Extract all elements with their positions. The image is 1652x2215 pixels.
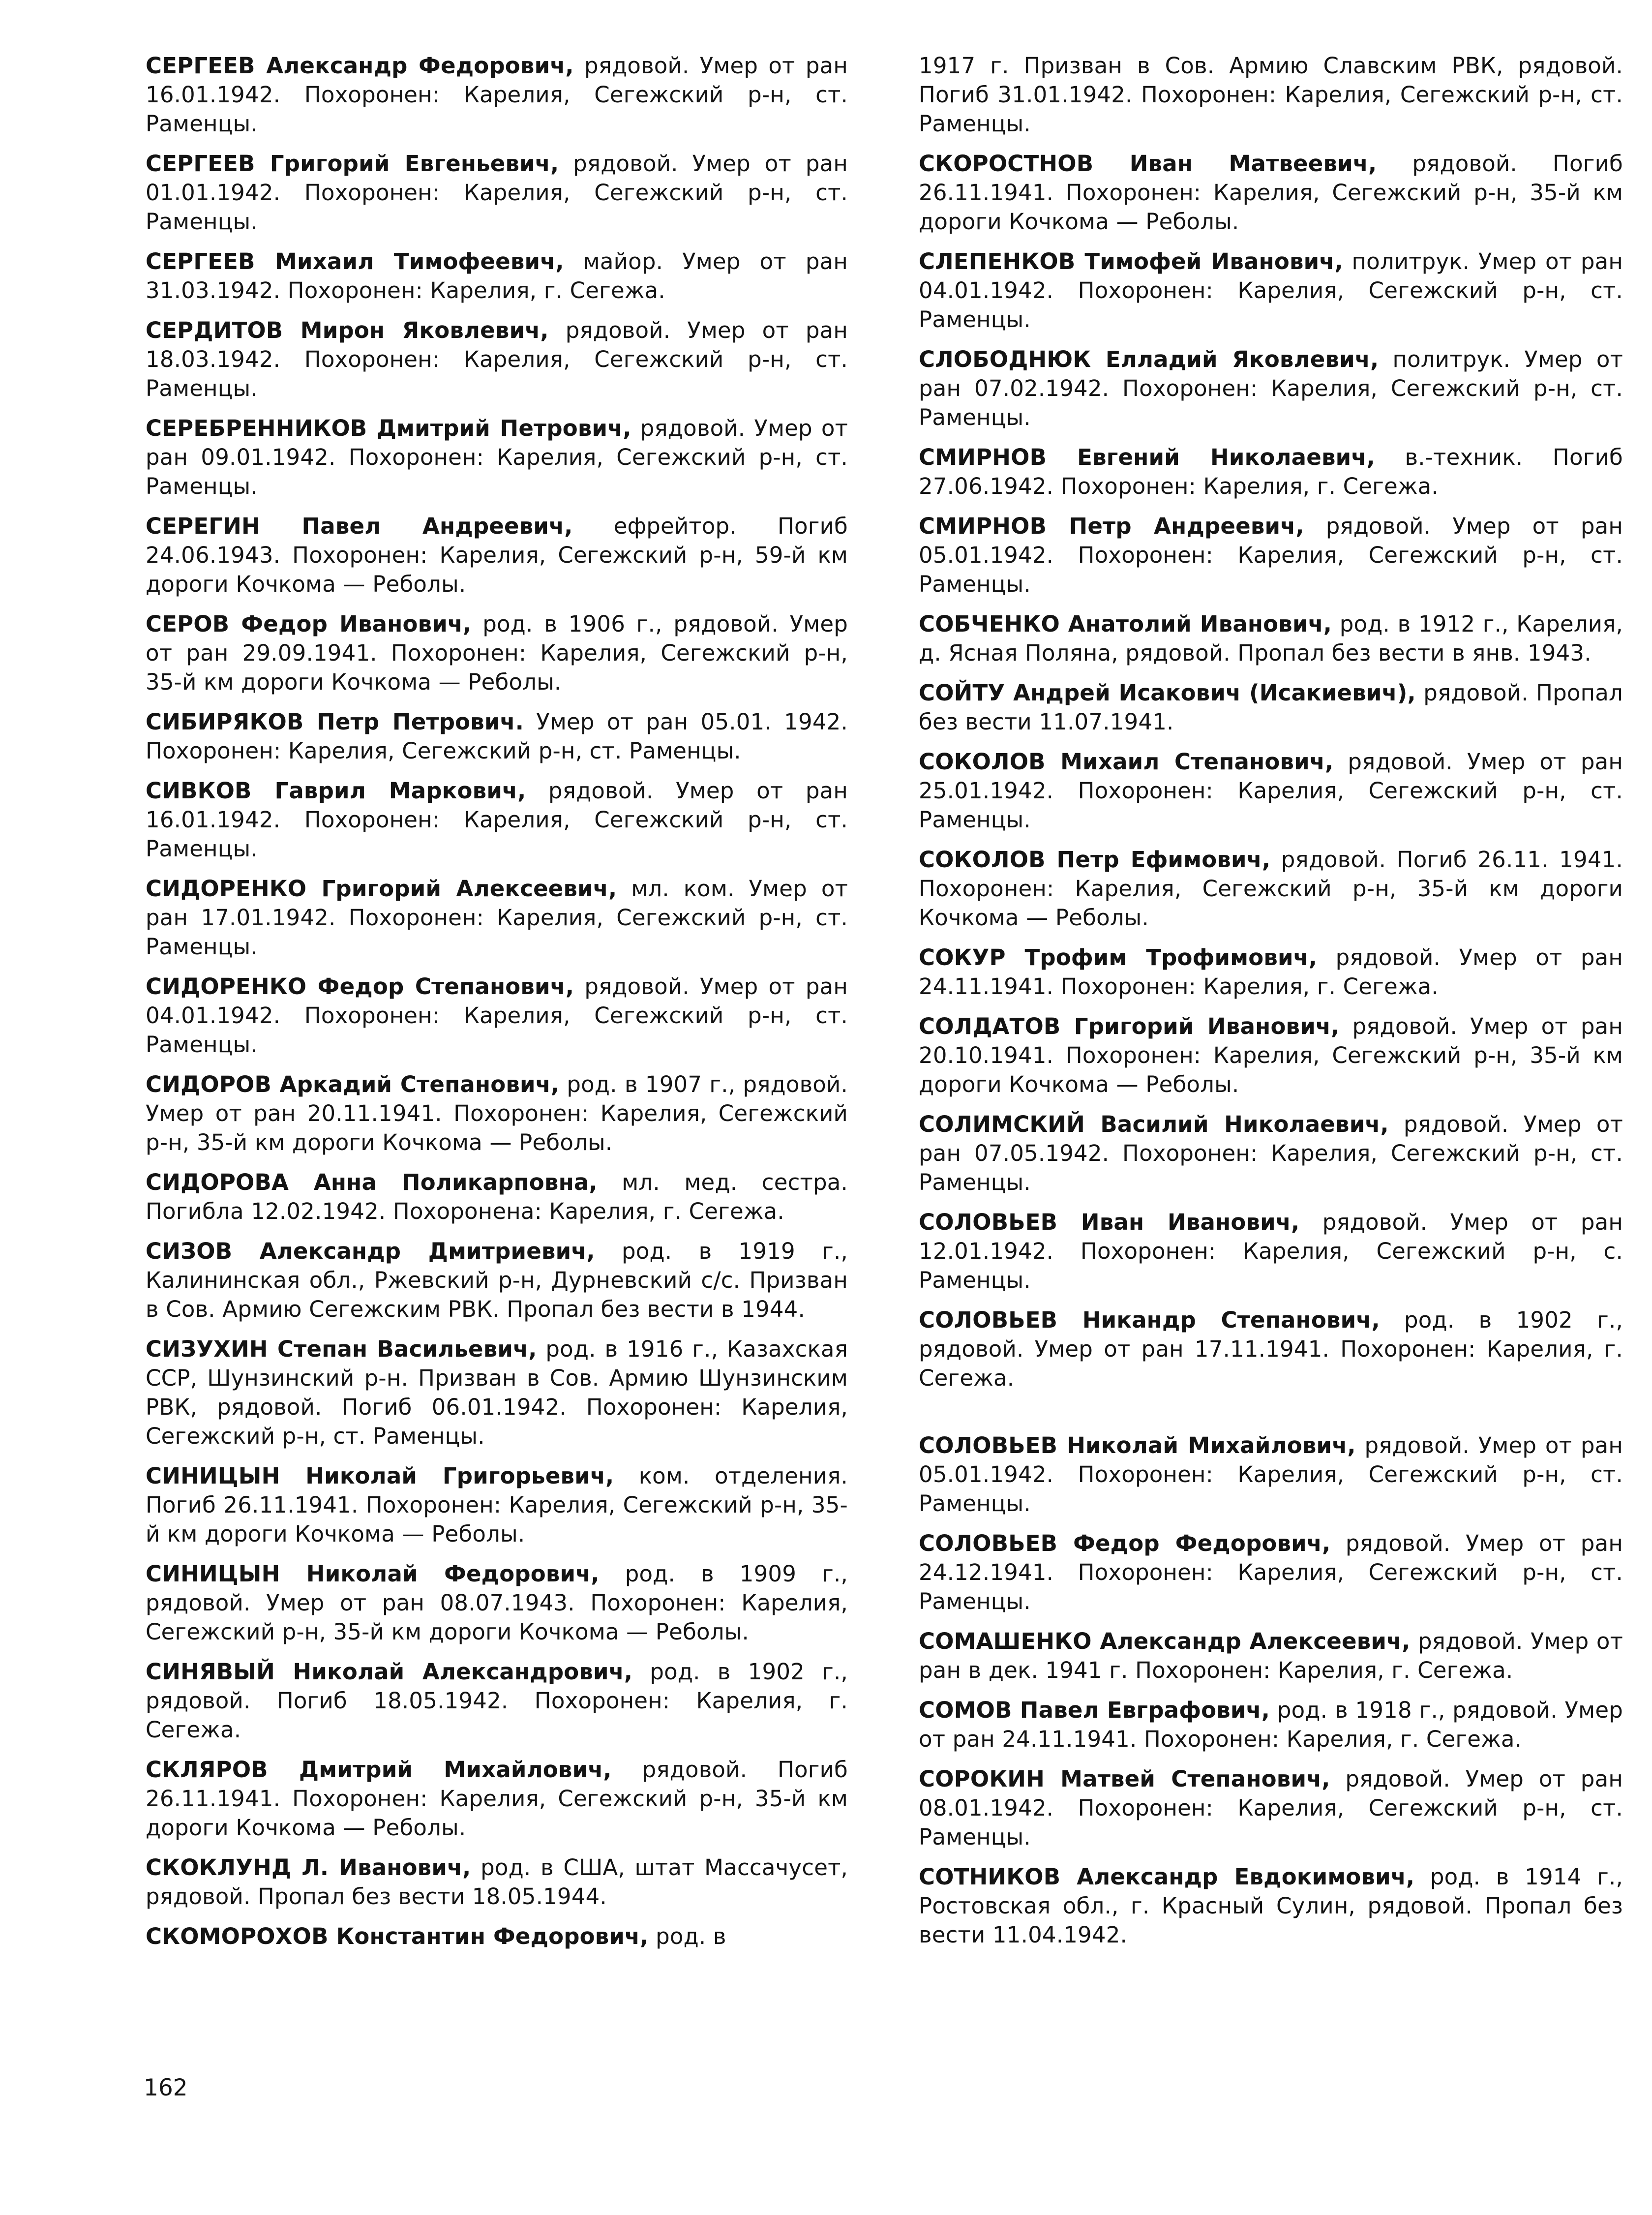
entry [146,316,848,403]
entry [146,1070,848,1157]
entry [919,1696,1623,1754]
entry-text: рядовой. Умер от ран 16.01.1942. Похоронен: Карелия, Сегежский р-н, ст. Раменцы. [146,778,848,862]
entry [146,874,848,961]
entry-text: ком. отделения. Погиб 26.11.1941. Похоронен: Карелия, Сегежский р-н, 35-й км дороги Кочкома — Реболы. [146,1463,848,1547]
entry-text: род. в 1912 г., Карелия, д. Ясная Поляна, рядовой. Пропал без вести в янв. 1943. [919,611,1623,666]
entry-text: рядовой. Умер от ран 07.05.1942. Похоронен: Карелия, Сегежский р-н, ст. Раменцы. [919,1111,1623,1195]
entry-text: рядовой. Умер от ран 20.10.1941. Похоронен: Карелия, Сегежский р-н, 35-й км дороги Кочкома — Реболы. [919,1013,1623,1097]
entry [919,845,1623,932]
entry-text: рядовой. Умер от ран 18.03.1942. Похоронен: Карелия, Сегежский р-н, ст. Раменцы. [146,317,848,401]
entry [146,1559,848,1646]
entry-text: род. в США, штат Массачусет, рядовой. Пропал без вести 18.05.1944. [146,1854,848,1910]
entry-text: рядовой. Умер от ран 05.01.1942. Похоронен: Карелия, Сегежский р-н, ст. Раменцы. [919,513,1623,597]
entry-text: 1917 г. Призван в Сов. Армию Славским РВК, рядовой. Погиб 31.01.1942. Похоронен: Карелия, Сегежский р-н, ст. Раменцы. [919,53,1623,137]
entry-name: СОЛИМСКИЙ Василий Николаевич, [919,1111,1389,1137]
entry [919,1208,1623,1295]
entry [919,247,1623,334]
entry-name: СИНИЦЫН Николай Григорьевич, [146,1463,614,1489]
entry-name: СОЙТУ Андрей Исакович (Исакиевич), [919,680,1416,706]
entry-text: рядовой. Умер от ран 08.01.1942. Похоронен: Карелия, Сегежский р-н, ст. Раменцы. [919,1766,1623,1850]
entry-name: СИДОРЕНКО Григорий Алексеевич, [146,876,617,902]
entry [146,707,848,765]
entry-name: СИДОРЕНКО Федор Степанович, [146,973,574,1000]
entry-text: политрук. Умер от ран 04.01.1942. Похоронен: Карелия, Сегежский р-н, ст. Раменцы. [919,248,1623,333]
entry [919,1012,1623,1099]
entry-text: род. в 1916 г., Казахская ССР, Шунзинский р-н. Призван в Сов. Армию Шунзинским РВК, рядовой. Погиб 06.01.1942. Похоронен: Карелия, Сегежский р-н, ст. Раменцы. [146,1336,848,1449]
entry-name: СОЛОВЬЕВ Федор Федорович, [919,1530,1331,1556]
entry [919,943,1623,1001]
entry-name: СКОМОРОХОВ Константин Федорович, [146,1923,649,1949]
entry-text: рядовой. Умер от ран 09.01.1942. Похоронен: Карелия, Сегежский р-н, ст. Раменцы. [146,415,848,499]
entry-text: рядовой. Умер от ран 25.01.1942. Похоронен: Карелия, Сегежский р-н, ст. Раменцы. [919,749,1623,833]
entry-text: рядовой. Умер от ран 16.01.1942. Похоронен: Карелия, Сегежский р-н, ст. Раменцы. [146,53,848,137]
entry-name: СЕРОВ Федор Иванович, [146,611,472,637]
entry [919,1529,1623,1616]
entry-name: СКОКЛУНД Л. Иванович, [146,1854,471,1881]
entry-name: СИЗУХИН Степан Васильевич, [146,1336,537,1362]
entry-name: СОКУР Трофим Трофимович, [919,944,1318,971]
entry [146,1237,848,1324]
entry-text: мл. ком. Умер от ран 17.01.1942. Похоронен: Карелия, Сегежский р-н, ст. Раменцы. [146,876,848,960]
entry-name: СОБЧЕНКО Анатолий Иванович, [919,611,1332,637]
entry-text: род. в [656,1923,726,1949]
entry-name: СОРОКИН Матвей Степанович, [919,1766,1330,1792]
entry-text: рядовой. Пропал без вести 11.07.1941. [919,680,1623,735]
entry [146,1853,848,1911]
entry [919,1431,1623,1518]
entry [146,512,848,599]
entry-name: СИНЯВЫЙ Николай Александрович, [146,1659,633,1685]
entry-name: СКОРОСТНОВ Иван Матвеевич, [919,151,1377,177]
entry-name: СОЛОВЬЕВ Иван Иванович, [919,1209,1300,1235]
entry-text: Умер от ран 05.01. 1942. Похоронен: Карелия, Сегежский р-н, ст. Раменцы. [146,709,848,764]
entry-text: мл. мед. сестра. Погибла 12.02.1942. Похоронена: Карелия, г. Сегежа. [146,1169,848,1224]
entry [919,1764,1623,1851]
entry-text: род. в 1909 г., рядовой. Умер от ран 08.07.1943. Похоронен: Карелия, Сегежский р-н, 35-й км дороги Кочкома — Реболы. [146,1561,848,1645]
entry-name: СИДОРОВА Анна Поликарповна, [146,1169,598,1195]
entry-text: род. в 1907 г., рядовой. Умер от ран 20.11.1941. Похоронен: Карелия, Сегежский р-н, 35-й км дороги Кочкома — Реболы. [146,1071,848,1155]
entry [146,414,848,501]
entry [919,149,1623,236]
entry [919,512,1623,599]
entry [146,1335,848,1451]
entry-text: рядовой. Умер от ран 01.01.1942. Похоронен: Карелия, Сегежский р-н, ст. Раменцы. [146,151,848,235]
entry [919,51,1623,138]
entry-text: майор. Умер от ран 31.03.1942. Похоронен: Карелия, г. Сегежа. [146,248,848,303]
entry-name: СОЛОВЬЕВ Николай Михайлович, [919,1432,1356,1458]
entry-name: СЕРГЕЕВ Михаил Тимофеевич, [146,248,564,274]
entry-name: СМИРНОВ Евгений Николаевич, [919,444,1375,470]
entry-name: СЕРГЕЕВ Григорий Евгеньевич, [146,151,559,177]
entry-name: СИДОРОВ Аркадий Степанович, [146,1071,560,1097]
entry-name: СОТНИКОВ Александр Евдокимович, [919,1864,1415,1890]
page-number: 162 [144,2074,188,2101]
entry [146,1755,848,1842]
entry-text: род. в 1919 г., Калининская обл., Ржевский р-н, Дурневский с/с. Призван в Сов. Армию Сегежским РВК. Пропал без вести в 1944. [146,1238,848,1322]
entry [919,678,1623,736]
entry [146,776,848,863]
entry-name: СЕРГЕЕВ Александр Федорович, [146,53,574,79]
entry [146,1461,848,1548]
entry [146,247,848,305]
entry-name: СОЛОВЬЕВ Никандр Степанович, [919,1307,1380,1333]
entry-name: СОЛДАТОВ Григорий Иванович, [919,1013,1340,1039]
entry-text: политрук. Умер от ран 07.02.1942. Похоронен: Карелия, Сегежский р-н, ст. Раменцы. [919,346,1623,430]
entry-text: рядовой. Умер от ран 04.01.1942. Похоронен: Карелия, Сегежский р-н, ст. Раменцы. [146,973,848,1058]
entry-text: рядовой. Умер от ран 24.12.1941. Похоронен: Карелия, Сегежский р-н, ст. Раменцы. [919,1530,1623,1614]
left-column [146,51,848,1962]
entry-text: в.-техник. Погиб 27.06.1942. Похоронен: Карелия, г. Сегежа. [919,444,1623,499]
entry-text: рядовой. Умер от ран в дек. 1941 г. Похоронен: Карелия, г. Сегежа. [919,1628,1623,1683]
entry-name: СЕРЕГИН Павел Андреевич, [146,513,573,539]
entry [146,1168,848,1226]
entry-name: СИЗОВ Александр Дмитриевич, [146,1238,595,1264]
entry-text: рядовой. Умер от ран 12.01.1942. Похоронен: Карелия, Сегежский р-н, с. Раменцы. [919,1209,1623,1293]
entry [919,1627,1623,1685]
entry-text: род. в 1918 г., рядовой. Умер от ран 24.11.1941. Похоронен: Карелия, г. Сегежа. [919,1697,1623,1752]
entry-name: СОМОВ Павел Евграфович, [919,1697,1270,1723]
entry-text: рядовой. Погиб 26.11. 1941. Похоронен: Карелия, Сегежский р-н, 35-й км дороги Кочкома — Реболы. [919,847,1623,931]
entry [146,1922,848,1951]
entry-text: род. в 1906 г., рядовой. Умер от ран 29.09.1941. Похоронен: Карелия, Сегежский р-н, 35-й км дороги Кочкома — Реболы. [146,611,848,695]
entry-name: СЕРЕБРЕННИКОВ Дмитрий Петрович, [146,415,631,441]
entry-name: СЛЕПЕНКОВ Тимофей Иванович, [919,248,1343,274]
entry [146,972,848,1059]
entry-name: СОМАШЕНКО Александр Алексеевич, [919,1628,1411,1654]
entry-name: СОКОЛОВ Петр Ефимович, [919,847,1271,873]
entry-name: СЕРДИТОВ Мирон Яковлевич, [146,317,549,343]
entry-text: рядовой. Погиб 26.11.1941. Похоронен: Карелия, Сегежский р-н, 35-й км дороги Кочкома — Реболы. [919,151,1623,235]
entry-name: СИБИРЯКОВ Петр Петрович. [146,709,524,735]
entry [919,443,1623,501]
entry-name: СИВКОВ Гаврил Маркович, [146,778,526,804]
entry [919,609,1623,668]
entry-text: рядовой. Погиб 26.11.1941. Похоронен: Карелия, Сегежский р-н, 35-й км дороги Кочкома — Реболы. [146,1757,848,1841]
entry-name: СОКОЛОВ Михаил Степанович, [919,749,1334,775]
entry [146,609,848,697]
entry-name: СИНИЦЫН Николай Федорович, [146,1561,600,1587]
entry-text: род. в 1902 г., рядовой. Погиб 18.05.1942. Похоронен: Карелия, г. Сегежа. [146,1659,848,1743]
entry-text: род. в 1902 г., рядовой. Умер от ран 17.11.1941. Похоронен: Карелия, г. Сегежа. [919,1307,1623,1391]
entry-text: рядовой. Умер от ран 24.11.1941. Похоронен: Карелия, г. Сегежа. [919,944,1623,1000]
entry-name: СМИРНОВ Петр Андреевич, [919,513,1304,539]
entry-text: род. в 1914 г., Ростовская обл., г. Красный Сулин, рядовой. Пропал без вести 11.04.1942. [919,1864,1623,1948]
right-column [919,51,1623,1960]
entry-name: СКЛЯРОВ Дмитрий Михайлович, [146,1757,612,1783]
entry [146,1657,848,1744]
entry [919,1110,1623,1197]
entry [146,149,848,236]
entry-text: ефрейтор. Погиб 24.06.1943. Похоронен: Карелия, Сегежский р-н, 59-й км дороги Кочкома — Реболы. [146,513,848,597]
entry-text: рядовой. Умер от ран 05.01.1942. Похоронен: Карелия, Сегежский р-н, ст. Раменцы. [919,1432,1623,1517]
entry [919,1305,1623,1393]
entry [919,1862,1623,1949]
entry [919,747,1623,834]
entry-name: СЛОБОДНЮК Елладий Яковлевич, [919,346,1379,372]
entry [919,345,1623,432]
entry [146,51,848,138]
